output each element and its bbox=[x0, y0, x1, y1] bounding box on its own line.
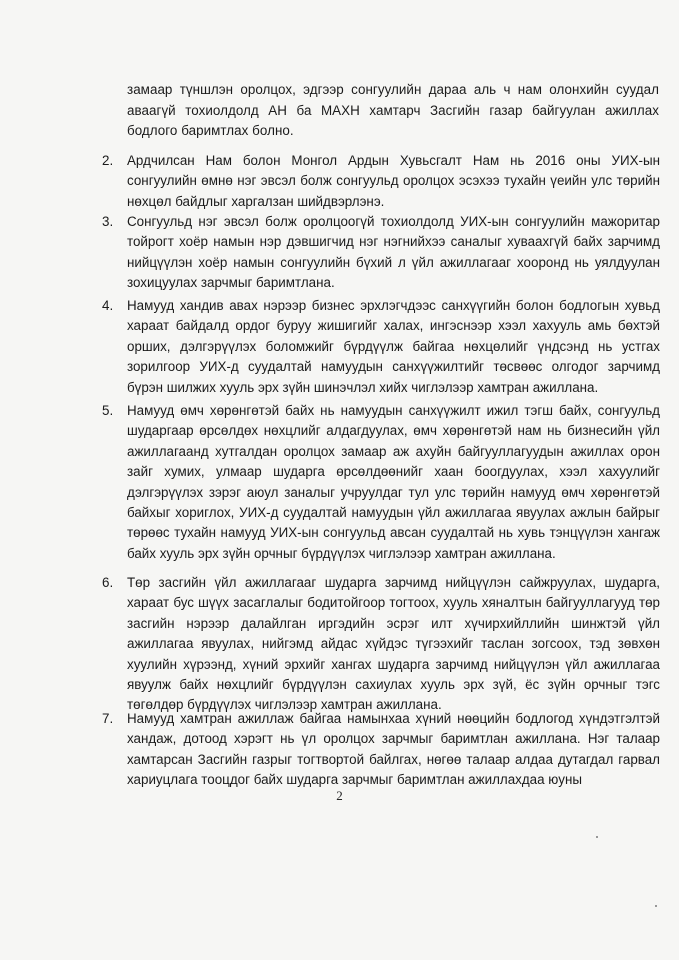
list-item-3 bbox=[102, 212, 660, 294]
page-number: 2 bbox=[336, 788, 343, 803]
list-item-2 bbox=[102, 151, 660, 212]
item-number: 3. bbox=[102, 214, 114, 229]
item-number: 4. bbox=[102, 298, 114, 313]
item-text: Төр засгийн үйл ажиллагааг шударга зарчимд нийцүүлэн сайжруулах, шударга, хараат бус шүүх засаглалыг бодитойгоор тогтоох, хууль хяналтын байгууллагууд төр засгийн нэрээр далайлган иргэдийн эсрэг илт хүчирхийллийн шинжтэй үйл ажиллагаа явуулах, нийгэмд айдас хүйдэс түгээхийг таслан зогсоох, тэд зөвхөн хуулийн хүрээнд, хүний эрхийг хангах шударга зарчимд нийцүүлэн үйл ажиллагаа явуулж байх нөхцлийг бүрдүүлэн сахиулах хууль эрх зүй, ёс зүйн орчныг тэгс төгөлдөр бүрдүүлэх чиглэлээр хамтран ажиллана. bbox=[127, 575, 660, 713]
item-text: Сонгуульд нэг эвсэл болж оролцоогүй тохиолдолд УИХ-ын сонгуулийн мажоритар тойрогт хоёр намын нэр дэвшигчид нэг нэгнийхээ саналыг хуваахгүй байх зарчимд нийцүүлэн хоёр намын сонгуулийн бүхий л үйл ажиллагааг хооронд нь уялдуулан зохицуулах зарчмыг баримтлана. bbox=[127, 214, 660, 291]
list-item-5 bbox=[102, 401, 660, 564]
item-number: 7. bbox=[102, 711, 114, 726]
scan-speck bbox=[596, 836, 598, 838]
item-text: Ардчилсан Нам болон Монгол Ардын Хувьсгалт Нам нь 2016 оны УИХ-ын сонгуулийн өмнө нэг эвсэл болж сонгуульд оролцох эсэхээ тухайн үеийн улс төрийн нөхцөл байдлыг харгалзан шийдвэрлэнэ. bbox=[127, 153, 660, 209]
list-item-6 bbox=[102, 573, 660, 716]
item-number: 5. bbox=[102, 403, 114, 418]
item-text: Намууд өмч хөрөнгөтэй байх нь намуудын санхүүжилт ижил тэгш байх, сонгуульд шударгаар өрсөлдөх нөхцлийг алдагдуулах, өмч хөрөнгөтэй нам нь бизнесийн үйл ажиллагаанд хутгалдан оролцох замаар аж ахуйн байгууллагуудын ажиллах орон зайг хумих, улмаар шударга өрсөлдөөнийг хаан боогдуулах, хээл хахуулийг дэлгэрүүлэх зэрэг аюул заналыг учруулдаг тул улс төрийн намууд өмч хөрөнгөтэй байхыг хориглох, УИХ-д суудалтай намуудын үйл ажиллагаа явуулах ажлын байрыг төрөөс тухайн намууд УИХ-ын сонгуульд авсан суудалтай нь хувь тэнцүүлэн хангаж байх хууль эрх зүйн орчныг бүрдүүлэх чиглэлээр хамтран ажиллана. bbox=[127, 403, 660, 561]
scan-speck bbox=[655, 905, 657, 907]
item-text: Намууд хандив авах нэрээр бизнес эрхлэгчдээс санхүүгийн болон бодлогын хувьд хараат байдалд ордог буруу жишигийг халах, ингэснээр хээл хахууль амь бөхтэй орших, дэлгэрүүлэх боломжийг бүрдүүлж байгаа нөхцөлийг үндсэнд нь устгах зорилгоор УИХ-д суудалтай намуудын санхүүжилтийг төсвөөс олгодог зарчимд бүрэн шилжих хууль эрх зүйн шинэчлэл хийх чиглэлээр хамтран ажиллана. bbox=[127, 298, 660, 395]
item-number: 6. bbox=[102, 575, 114, 590]
list-item-4 bbox=[102, 296, 660, 398]
item-text: Намууд хамтран ажиллаж байгаа намынхаа хүний нөөцийн бодлогод хүндэтгэлтэй хандаж, дотоод хэрэгт нь үл оролцох зарчмыг баримтлан ажиллана. Нэг талаар хамтарсан Засгийн газрыг тогтвортой байлгах, нөгөө талаар алдаа дутагдал гарвал хариуцлага тооцдог байх шударга зарчмыг баримтлан ажиллахдаа юуны bbox=[127, 711, 660, 788]
intro-paragraph: замаар түншлэн оролцох, эдгээр сонгуулийн дараа аль ч нам олонхийн суудал аваагүй тохиолдолд АН ба МАХН хамтарч Засгийн газар байгуулан ажиллах бодлого баримтлах болно. bbox=[127, 82, 659, 138]
item-number: 2. bbox=[102, 153, 114, 168]
list-item-7 bbox=[102, 709, 660, 791]
